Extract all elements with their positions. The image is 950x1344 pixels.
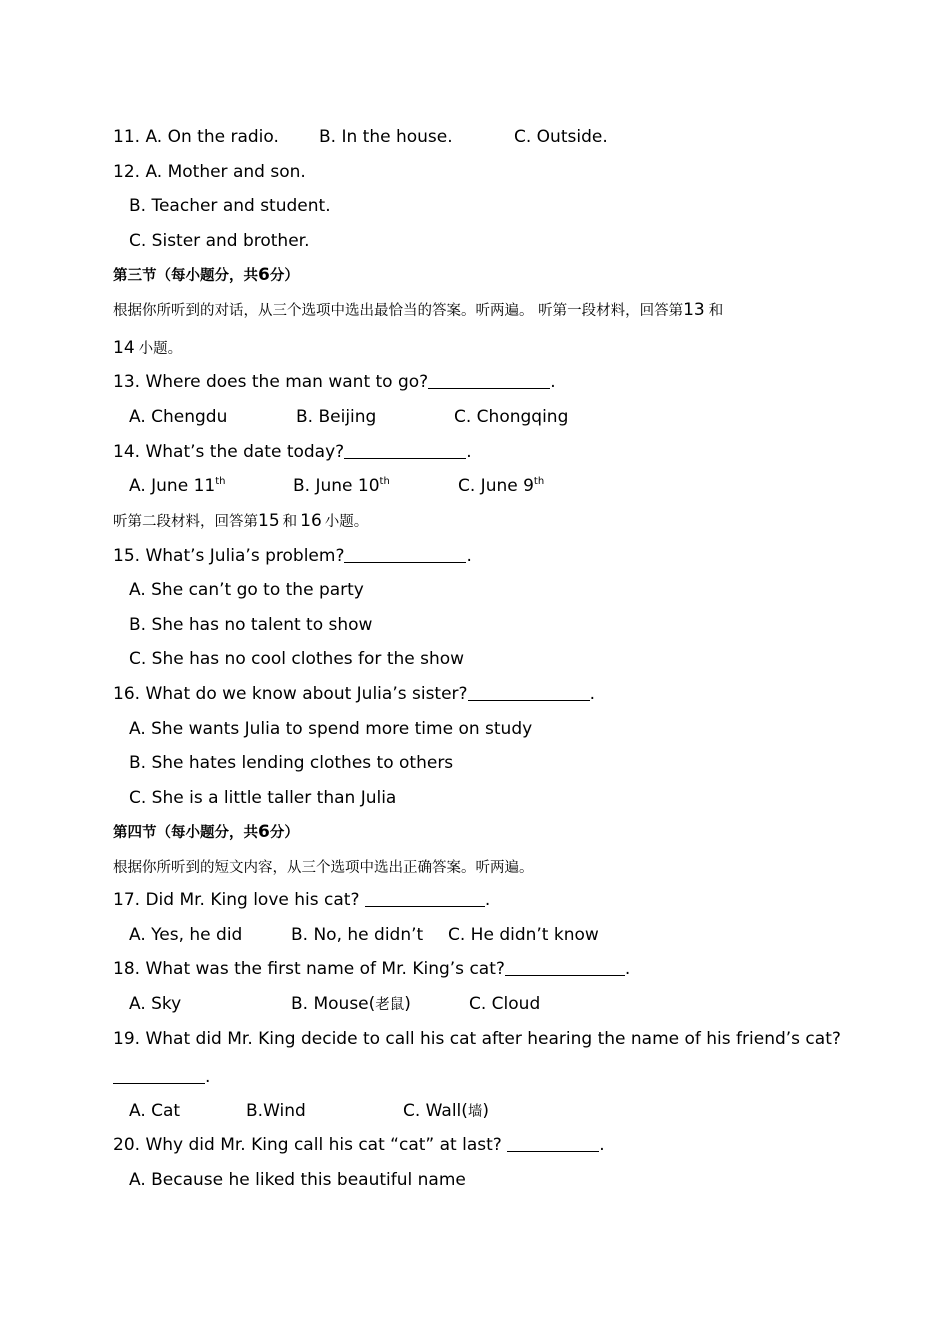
question-number: 17. bbox=[113, 890, 141, 910]
option-b: B.Wind bbox=[246, 1101, 306, 1121]
option-c: C. Wall(墙) bbox=[403, 1101, 490, 1121]
option-a: A. Yes, he did bbox=[129, 925, 243, 945]
question-number: 16. bbox=[113, 684, 141, 704]
option-a: A. June 11th bbox=[129, 476, 226, 496]
option-b: B. She has no talent to show bbox=[129, 615, 373, 635]
answer-blank bbox=[468, 684, 590, 701]
question-number: 12. bbox=[113, 162, 141, 182]
question-text: What did Mr. King decide to call his cat after hearing the name of his friend’s cat? bbox=[145, 1029, 841, 1049]
option-c: C. She has no cool clothes for the show bbox=[129, 649, 465, 669]
question-13: 13. Where does the man want to go? . bbox=[113, 372, 556, 392]
option-b: B. She hates lending clothes to others bbox=[129, 753, 454, 773]
option-a: A. She can’t go to the party bbox=[129, 580, 364, 600]
question-text: Where does the man want to go? bbox=[145, 372, 429, 392]
section-3-instruction-cont: 14 小题。 bbox=[113, 338, 183, 358]
option-c: C. She is a little taller than Julia bbox=[129, 788, 397, 808]
option-c: C. Chongqing bbox=[454, 407, 569, 427]
option-a: A. She wants Julia to spend more time on study bbox=[129, 719, 533, 739]
option-a: A. Sky bbox=[129, 994, 182, 1014]
question-number: 13. bbox=[113, 372, 141, 392]
question-19-blank: . bbox=[113, 1066, 210, 1088]
answer-blank bbox=[344, 546, 466, 563]
option-a: A. Because he liked this beautiful name bbox=[129, 1170, 466, 1190]
question-17: 17. Did Mr. King love his cat? . bbox=[113, 890, 491, 910]
option-c: C. Cloud bbox=[469, 994, 541, 1014]
option-c: C. He didn’t know bbox=[448, 925, 599, 945]
question-number: 20. bbox=[113, 1135, 141, 1155]
question-15: 15. What’s Julia’s problem? . bbox=[113, 546, 472, 566]
question-text: What do we know about Julia’s sister? bbox=[145, 684, 468, 704]
option-a: A. Mother and son. bbox=[145, 162, 306, 182]
question-11 bbox=[113, 126, 279, 148]
question-18: 18. What was the first name of Mr. King’s cat? . bbox=[113, 959, 631, 979]
question-number: 14. bbox=[113, 442, 141, 462]
section-4-heading: 第四节（每小题分，共6分） bbox=[113, 822, 299, 842]
option-b: B. In the house. bbox=[319, 127, 453, 147]
option-c: C. Outside. bbox=[514, 127, 608, 147]
question-19 bbox=[113, 1028, 841, 1050]
section-3-instruction: 根据你所听到的对话，从三个选项中选出最恰当的答案。听两遍。 听第一段材料，回答第13 和 bbox=[113, 300, 724, 320]
option-a: A. Cat bbox=[129, 1101, 181, 1121]
question-number: 19. bbox=[113, 1029, 141, 1049]
question-16: 16. What do we know about Julia’s sister? . bbox=[113, 684, 595, 704]
question-12 bbox=[113, 161, 306, 183]
option-b: B. No, he didn’t bbox=[291, 925, 424, 945]
question-text: What’s the date today? bbox=[145, 442, 345, 462]
option-c: C. June 9th bbox=[458, 476, 545, 496]
answer-blank bbox=[365, 890, 485, 907]
question-text: Why did Mr. King call his cat “cat” at last? bbox=[145, 1135, 508, 1155]
question-14: 14. What’s the date today? . bbox=[113, 442, 472, 462]
option-b: B. Mouse(老鼠) bbox=[291, 994, 411, 1014]
option-a: A. On the radio. bbox=[145, 127, 279, 147]
option-b: B. Beijing bbox=[296, 407, 377, 427]
question-number: 15. bbox=[113, 546, 141, 566]
answer-blank bbox=[344, 442, 466, 459]
passage-2-instruction: 听第二段材料，回答第15 和 16 小题。 bbox=[113, 511, 369, 531]
question-text: What’s Julia’s problem? bbox=[145, 546, 345, 566]
question-number: 18. bbox=[113, 959, 141, 979]
option-b: B. Teacher and student. bbox=[129, 196, 331, 216]
option-a: A. Chengdu bbox=[129, 407, 228, 427]
question-text: Did Mr. King love his cat? bbox=[145, 890, 365, 910]
question-20: 20. Why did Mr. King call his cat “cat” at last? . bbox=[113, 1135, 605, 1155]
section-4-instruction: 根据你所听到的短文内容，从三个选项中选出正确答案。听两遍。 bbox=[113, 860, 534, 876]
question-number: 11. bbox=[113, 127, 141, 147]
option-c: C. Sister and brother. bbox=[129, 231, 310, 251]
question-text: What was the first name of Mr. King’s cat? bbox=[145, 959, 505, 979]
answer-blank bbox=[505, 959, 625, 976]
answer-blank bbox=[428, 372, 550, 389]
answer-blank bbox=[113, 1067, 205, 1084]
section-3-heading: 第三节（每小题分，共6分） bbox=[113, 265, 299, 285]
answer-blank bbox=[507, 1135, 599, 1152]
option-b: B. June 10th bbox=[293, 476, 390, 496]
